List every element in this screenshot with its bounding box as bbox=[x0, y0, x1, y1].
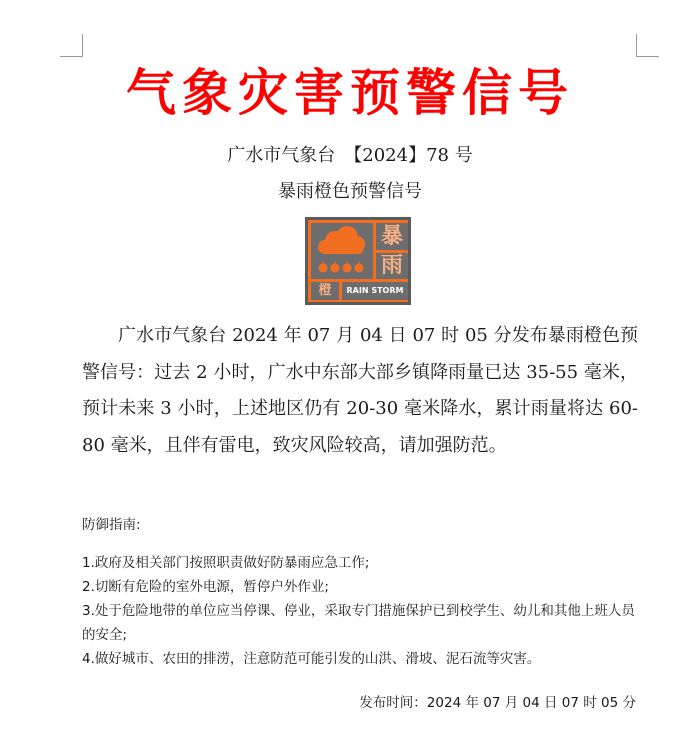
issuer-line: 广水市气象台 【2024】78 号 bbox=[227, 145, 473, 166]
guidance-item: 3.处于危险地带的单位应当停课、停业，采取专门措施保护已到校学生、幼儿和其他上班人员的安全; bbox=[82, 603, 635, 643]
signal-english-label: RAIN STORM bbox=[342, 282, 408, 300]
body-paragraph: 广水市气象台 2024 年 07 月 04 日 07 时 05 分发布暴雨橙色预警信号：过去 2 小时，广水中东部大部乡镇降雨量已达 35-55 毫米，预计未来 3 小时，上述地区仍有 20-30 毫米降水，累计雨量将达 60-80 毫米，且伴有雷电，致灾风险较高，请加强防范。 bbox=[82, 325, 638, 456]
document-title: 气象灾害预警信号 bbox=[126, 63, 574, 122]
signal-char-bottom: 雨 bbox=[376, 253, 408, 279]
release-time: 发布时间：2024 年 07 月 04 日 07 时 05 分 bbox=[359, 695, 636, 711]
rain-storm-orange-icon bbox=[305, 217, 411, 305]
guidance-item: 2.切断有危险的室外电源，暂停户外作业; bbox=[82, 579, 329, 595]
signal-char-top: 暴 bbox=[376, 223, 408, 250]
signal-level-char: 橙 bbox=[311, 282, 339, 300]
cloud-rain-icon bbox=[311, 223, 373, 279]
page-corner-mark-left bbox=[60, 34, 83, 57]
guidance-item: 4.做好城市、农田的排涝，注意防范可能引发的山洪、滑坡、泥石流等灾害。 bbox=[82, 651, 541, 667]
guidance-item: 1.政府及相关部门按照职责做好防暴雨应急工作; bbox=[82, 555, 370, 571]
guidance-list bbox=[82, 551, 642, 671]
page-corner-mark-right bbox=[636, 34, 659, 57]
guidance-heading: 防御指南: bbox=[82, 517, 141, 533]
signal-name: 暴雨橙色预警信号 bbox=[278, 181, 422, 202]
